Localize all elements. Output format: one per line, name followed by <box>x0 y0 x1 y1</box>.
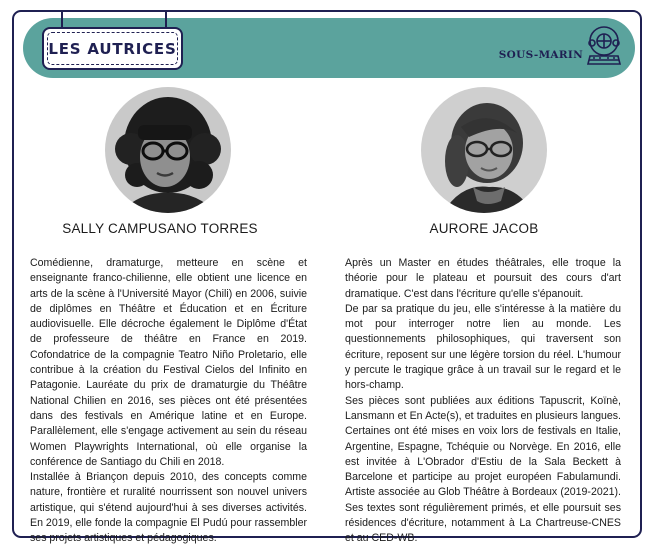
author-bio-aurore <box>345 256 621 547</box>
brand-name: SOUS-MARIN <box>498 49 583 61</box>
bio-paragraph: Installée à Briançon depuis 2010, des concepts comme nature, frontière et ruralité nourrissent son nouvel univers artistique, qui s'étend aujourd'hui à ses diverses activités. En 2019, elle fonde la compagnie El Pudú pour rassembler ses projets artistiques et pédagogiques. <box>30 471 307 545</box>
portrait-photo-sally <box>105 87 231 213</box>
page-title: LES AUTRICES <box>48 39 177 58</box>
bio-paragraph: Comédienne, dramaturge, metteure en scène et enseignante franco-chilienne, elle obtient une licence en arts de la scène à l'Université Mayor (Chili) en 2006, suivie de diplômes en Théâtre et Éducation et en Écriture audiovisuelle. Elle décroche également le Diplôme d'État de professeure de théâtre en France en 2019. Cofondatrice de la compagnie Teatro Niño Proletario, elle contribue à la création du Festival Cielos del Infinito en Patagonie. Lauréate du prix de dramaturgie du Théâtre National Chilien en 2016, ses pièces ont été présentées dans des festivals en Amérique latine et en Europe. Parallèlement, elle s'engage activement au sein du réseau Women Playwrights International, où elle organise la conférence de Santiago du Chili en 2018. <box>30 257 307 468</box>
bio-paragraph: Après un Master en études théâtrales, elle troque la théorie pour le plateau et poursuit des cours d'art dramatique. C'est dans l'écriture qu'elle s'épanouit. <box>345 257 621 300</box>
bio-paragraph: Ses pièces sont publiées aux éditions Tapuscrit, Koïnè, Lansmann et En Acte(s), et traduites en plusieurs langues. Certaines ont été mises en voix lors de festivals en Italie, Argentine, Espagne, Tchéquie ou Norvège. En 2016, elle est invitée à L'Obrador d'Estiu de la Sala Beckett à Barcelone et participe au projet européen Fabulamundi. Artiste associée au Glob Théâtre à Bordeaux (2019-2021). Ses textes sont régulièrement primés, et elle poursuit ses résidences d'écriture, notamment à La Chartreuse-CNES et au CED-WB. <box>345 394 621 545</box>
diving-helmet-icon <box>584 22 624 68</box>
author-bio-sally <box>30 256 307 547</box>
author-name-aurore: AURORE JACOB <box>429 221 539 236</box>
title-card <box>42 27 183 70</box>
bio-paragraph: De par sa pratique du jeu, elle s'intéresse à la matière du mot pour interroger notre lien au monde. Les questionnements philosophiques, qui traversent son écriture, reposent sur une légère torsion du réel. L'humour y percute le tragique grâce à un travail sur le regard et le hors-champ. <box>345 302 621 392</box>
portrait-photo-aurore <box>421 87 547 213</box>
author-name-sally: SALLY CAMPUSANO TORRES <box>62 221 258 236</box>
